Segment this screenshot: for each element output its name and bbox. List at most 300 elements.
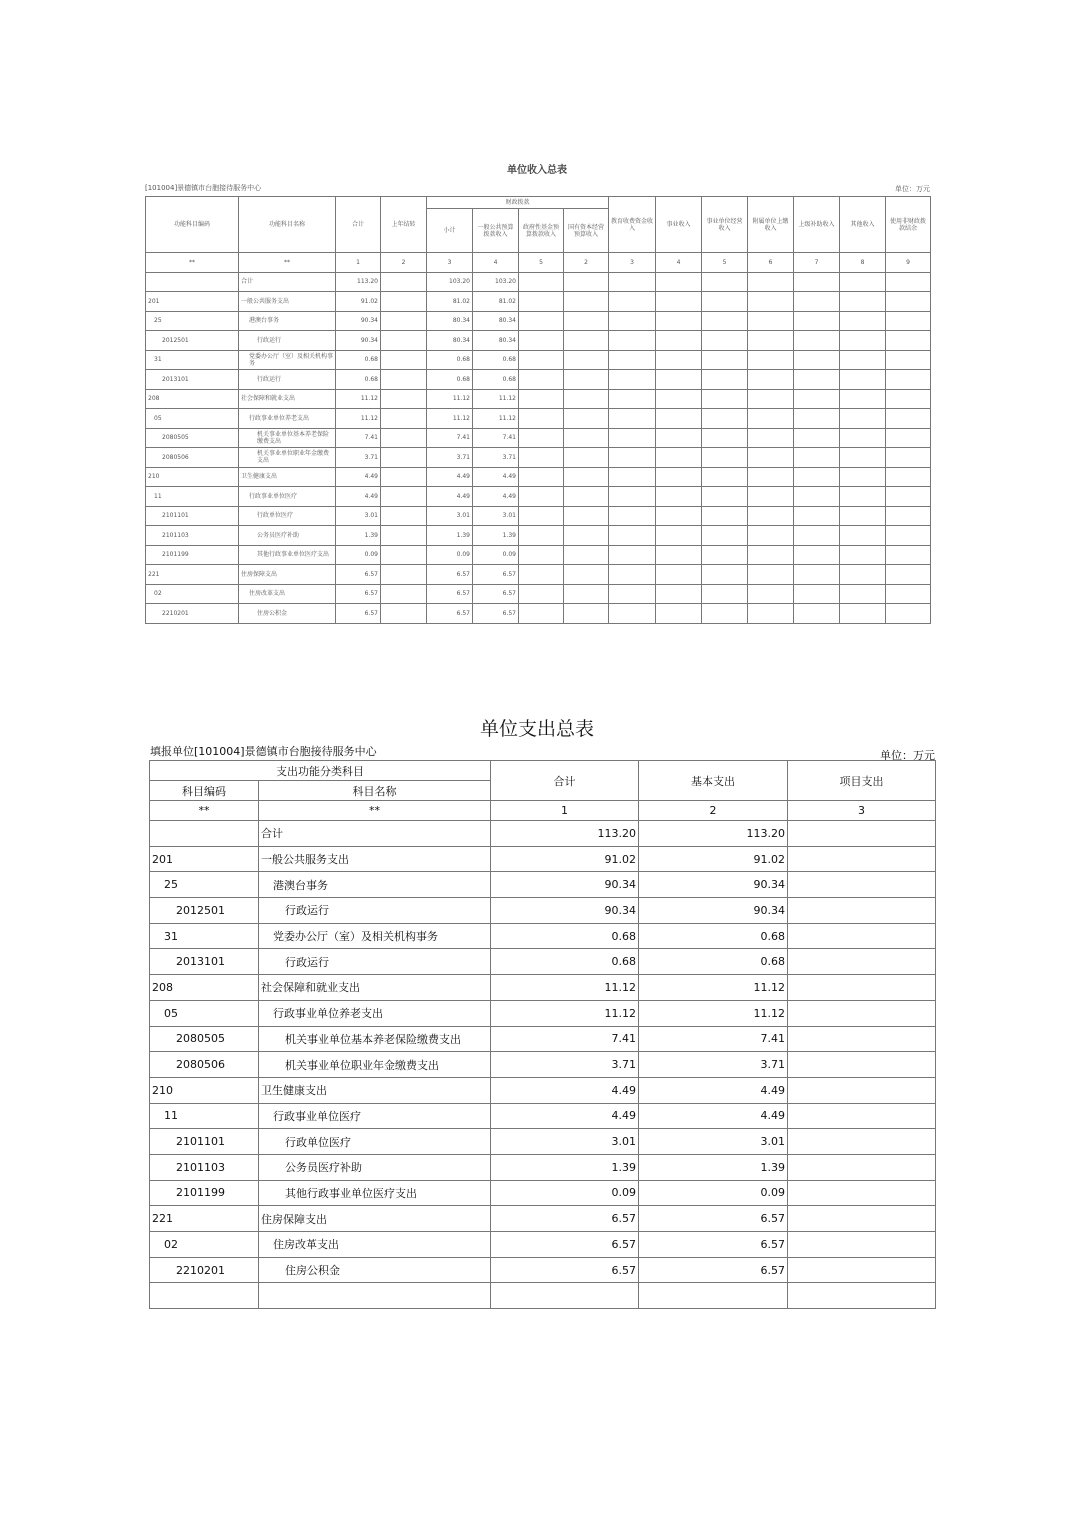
row-name: 社会保障和就业支出: [259, 975, 491, 1001]
row-value: 80.34: [473, 331, 519, 351]
row-value: 81.02: [473, 292, 519, 312]
index-row: [146, 253, 931, 273]
row-value: [656, 565, 702, 585]
row-value: [788, 949, 936, 975]
row-value: [381, 409, 427, 429]
row-value: [886, 370, 931, 390]
row-code: 25: [146, 311, 239, 331]
row-value: [381, 565, 427, 585]
index-row: [150, 801, 936, 821]
table-row: [150, 846, 936, 872]
index-cell: 2: [639, 801, 788, 821]
row-value: [788, 1052, 936, 1078]
row-value: [381, 506, 427, 526]
row-value: [609, 428, 656, 448]
row-value: [886, 545, 931, 565]
table-row: [146, 311, 931, 331]
row-value: [840, 350, 886, 370]
row-value: 3.01: [473, 506, 519, 526]
row-value: 6.57: [473, 604, 519, 624]
row-value: 0.09: [427, 545, 473, 565]
row-value: [702, 409, 748, 429]
row-value: [519, 604, 564, 624]
row-value: 6.57: [491, 1257, 639, 1283]
row-name: 其他行政事业单位医疗支出: [259, 1180, 491, 1206]
table-row: [150, 1206, 936, 1232]
row-value: [886, 604, 931, 624]
row-value: 7.41: [427, 428, 473, 448]
row-value: [564, 526, 609, 546]
row-value: 90.34: [336, 331, 381, 351]
header-total: 合计: [336, 197, 381, 253]
row-value: 3.71: [427, 448, 473, 468]
row-name: 行政运行: [239, 370, 336, 390]
row-value: [519, 584, 564, 604]
row-name: 一般公共服务支出: [259, 846, 491, 872]
row-value: [840, 565, 886, 585]
row-value: 4.49: [427, 487, 473, 507]
row-value: 0.68: [639, 923, 788, 949]
row-name: 其他行政事业单位医疗支出: [239, 545, 336, 565]
index-cell: 4: [656, 253, 702, 273]
row-value: [656, 350, 702, 370]
row-value: 11.12: [473, 389, 519, 409]
table-row: [150, 1000, 936, 1026]
row-value: [702, 350, 748, 370]
row-value: [519, 565, 564, 585]
row-code: 208: [150, 975, 259, 1001]
row-value: [794, 272, 840, 292]
row-value: 3.71: [336, 448, 381, 468]
row-value: 90.34: [639, 872, 788, 898]
row-code: 2210201: [150, 1257, 259, 1283]
row-code: 2012501: [146, 331, 239, 351]
table-row: [146, 292, 931, 312]
row-value: [702, 311, 748, 331]
row-value: [788, 1000, 936, 1026]
row-code: 11: [146, 487, 239, 507]
row-value: [381, 604, 427, 624]
row-value: [748, 409, 794, 429]
row-name: 一般公共服务支出: [239, 292, 336, 312]
row-value: [609, 526, 656, 546]
index-cell: 2: [564, 253, 609, 273]
row-value: [788, 1077, 936, 1103]
table-row: [146, 331, 931, 351]
row-value: [794, 389, 840, 409]
row-value: [702, 584, 748, 604]
header-code: 功能科目编码: [146, 197, 239, 253]
row-value: [794, 311, 840, 331]
table-row: [146, 545, 931, 565]
header-code: 科目编码: [150, 781, 259, 801]
header-other: 其他收入: [840, 197, 886, 253]
row-value: 0.68: [473, 370, 519, 390]
row-value: 4.49: [491, 1103, 639, 1129]
table-row: [146, 487, 931, 507]
row-name: 住房改革支出: [259, 1232, 491, 1258]
row-value: 0.68: [639, 949, 788, 975]
row-value: [794, 545, 840, 565]
row-code: 2101199: [150, 1180, 259, 1206]
row-value: 4.49: [491, 1077, 639, 1103]
row-value: [564, 487, 609, 507]
row-value: [788, 898, 936, 924]
row-value: 4.49: [639, 1077, 788, 1103]
row-name: 合计: [239, 272, 336, 292]
row-value: 6.57: [473, 584, 519, 604]
row-value: [886, 448, 931, 468]
row-value: 0.09: [491, 1180, 639, 1206]
row-value: [564, 584, 609, 604]
row-value: 90.34: [639, 898, 788, 924]
row-code: 2101101: [146, 506, 239, 526]
row-value: 6.57: [639, 1232, 788, 1258]
row-value: [702, 545, 748, 565]
row-value: [748, 350, 794, 370]
row-value: [702, 604, 748, 624]
row-value: [886, 389, 931, 409]
row-value: [794, 350, 840, 370]
table-row: [150, 1180, 936, 1206]
row-value: [519, 448, 564, 468]
row-value: [656, 526, 702, 546]
row-name: 港澳台事务: [259, 872, 491, 898]
row-value: [840, 311, 886, 331]
row-value: 81.02: [427, 292, 473, 312]
row-value: [840, 272, 886, 292]
row-value: [564, 565, 609, 585]
row-name: 住房保障支出: [239, 565, 336, 585]
header-nonfiscal: 使用非财政拨款结余: [886, 197, 931, 253]
row-value: [519, 292, 564, 312]
row-value: 91.02: [491, 846, 639, 872]
row-value: 113.20: [639, 821, 788, 847]
row-code: [150, 821, 259, 847]
row-value: [609, 604, 656, 624]
row-value: 0.68: [491, 923, 639, 949]
row-value: [656, 292, 702, 312]
row-value: 3.71: [473, 448, 519, 468]
row-value: [656, 331, 702, 351]
row-value: [519, 526, 564, 546]
row-value: [656, 487, 702, 507]
row-value: [519, 389, 564, 409]
table-row: [150, 1129, 936, 1155]
row-value: [381, 311, 427, 331]
row-value: [788, 821, 936, 847]
table-row: [146, 604, 931, 624]
row-value: 7.41: [639, 1026, 788, 1052]
header-project: 项目支出: [788, 761, 936, 801]
row-value: 3.01: [427, 506, 473, 526]
row-value: [702, 389, 748, 409]
row-value: [886, 409, 931, 429]
row-value: 11.12: [473, 409, 519, 429]
row-name: 行政事业单位医疗: [239, 487, 336, 507]
row-value: [788, 1026, 936, 1052]
row-value: [519, 428, 564, 448]
row-value: [609, 350, 656, 370]
row-code: 210: [150, 1077, 259, 1103]
header-group: 支出功能分类科目: [150, 761, 491, 781]
row-value: 0.09: [639, 1180, 788, 1206]
row-value: [748, 331, 794, 351]
row-value: [702, 487, 748, 507]
row-value: [886, 350, 931, 370]
row-value: [840, 584, 886, 604]
index-cell: 1: [491, 801, 639, 821]
row-value: [794, 487, 840, 507]
row-value: [794, 506, 840, 526]
row-code: 25: [150, 872, 259, 898]
row-code: 05: [146, 409, 239, 429]
row-value: [491, 1283, 639, 1309]
row-value: [381, 467, 427, 487]
header-name: 科目名称: [259, 781, 491, 801]
table-row: [150, 872, 936, 898]
table-row: [150, 1283, 936, 1309]
header-subtotal: 小计: [427, 209, 473, 253]
row-value: [656, 389, 702, 409]
table-row: [150, 975, 936, 1001]
row-value: [702, 331, 748, 351]
row-value: [609, 467, 656, 487]
row-name: 行政单位医疗: [239, 506, 336, 526]
row-name: 住房改革支出: [239, 584, 336, 604]
row-value: [748, 428, 794, 448]
table-row: [146, 409, 931, 429]
row-value: [519, 350, 564, 370]
row-value: [840, 292, 886, 312]
row-value: [381, 448, 427, 468]
row-value: 0.68: [336, 350, 381, 370]
row-value: [381, 350, 427, 370]
row-value: [564, 604, 609, 624]
row-value: [748, 604, 794, 624]
row-value: 4.49: [427, 467, 473, 487]
table-row: [146, 428, 931, 448]
row-code: 31: [146, 350, 239, 370]
row-value: [564, 448, 609, 468]
row-value: 6.57: [427, 584, 473, 604]
table-row: [146, 448, 931, 468]
row-value: 6.57: [491, 1232, 639, 1258]
income-title: 单位收入总表: [507, 165, 567, 176]
table-row: [150, 898, 936, 924]
row-name: 卫生健康支出: [259, 1077, 491, 1103]
row-value: [564, 428, 609, 448]
row-value: [519, 487, 564, 507]
row-value: [794, 526, 840, 546]
row-value: [564, 467, 609, 487]
row-value: [788, 923, 936, 949]
row-value: [609, 331, 656, 351]
row-value: [748, 292, 794, 312]
row-value: 11.12: [427, 409, 473, 429]
row-value: 6.57: [491, 1206, 639, 1232]
row-value: [748, 467, 794, 487]
row-value: [886, 487, 931, 507]
row-value: [788, 872, 936, 898]
table-row: [150, 949, 936, 975]
row-value: [748, 545, 794, 565]
row-code: 201: [146, 292, 239, 312]
row-value: [840, 389, 886, 409]
row-value: [656, 584, 702, 604]
row-value: [381, 389, 427, 409]
table-row: [146, 467, 931, 487]
row-value: [748, 389, 794, 409]
row-value: [656, 545, 702, 565]
row-value: [381, 545, 427, 565]
row-value: [702, 448, 748, 468]
row-value: [840, 331, 886, 351]
index-cell: **: [239, 253, 336, 273]
row-code: 02: [150, 1232, 259, 1258]
row-name: 行政运行: [259, 898, 491, 924]
row-value: 11.12: [491, 1000, 639, 1026]
table-row: [146, 272, 931, 292]
header-total: 合计: [491, 761, 639, 801]
index-cell: 3: [609, 253, 656, 273]
index-cell: 9: [886, 253, 931, 273]
row-value: [656, 467, 702, 487]
index-cell: 1: [336, 253, 381, 273]
row-value: [702, 467, 748, 487]
header-basic: 基本支出: [639, 761, 788, 801]
row-value: [748, 311, 794, 331]
row-value: 6.57: [336, 565, 381, 585]
row-value: [794, 565, 840, 585]
row-value: 6.57: [473, 565, 519, 585]
row-value: 91.02: [639, 846, 788, 872]
row-value: [794, 428, 840, 448]
table-row: [146, 350, 931, 370]
row-name: 住房保障支出: [259, 1206, 491, 1232]
index-cell: 5: [519, 253, 564, 273]
row-value: 1.39: [336, 526, 381, 546]
row-value: [381, 292, 427, 312]
row-value: [788, 1154, 936, 1180]
expense-table: [149, 760, 936, 1309]
row-name: 公务员医疗补助: [259, 1154, 491, 1180]
row-value: 11.12: [336, 389, 381, 409]
row-value: [639, 1283, 788, 1309]
row-value: 11.12: [336, 409, 381, 429]
row-value: [609, 311, 656, 331]
row-value: [840, 409, 886, 429]
row-value: [609, 272, 656, 292]
row-value: [609, 292, 656, 312]
row-value: 3.01: [639, 1129, 788, 1155]
row-value: 7.41: [491, 1026, 639, 1052]
row-value: [748, 272, 794, 292]
row-code: 02: [146, 584, 239, 604]
header-affiliated: 附属单位上缴收入: [748, 197, 794, 253]
row-code: 11: [150, 1103, 259, 1129]
row-value: [794, 409, 840, 429]
table-row: [146, 565, 931, 585]
row-name: 社会保障和就业支出: [239, 389, 336, 409]
row-value: [748, 584, 794, 604]
row-value: [840, 487, 886, 507]
row-value: 0.68: [336, 370, 381, 390]
header-name: 功能科目名称: [239, 197, 336, 253]
row-name: 合计: [259, 821, 491, 847]
row-value: [564, 389, 609, 409]
header-general: 一般公共预算拨款收入: [473, 209, 519, 253]
row-value: [656, 448, 702, 468]
row-value: 0.09: [336, 545, 381, 565]
row-name: 行政运行: [259, 949, 491, 975]
row-name: 港澳台事务: [239, 311, 336, 331]
row-value: 4.49: [473, 467, 519, 487]
row-value: [886, 331, 931, 351]
row-value: 80.34: [427, 311, 473, 331]
table-row: [150, 1257, 936, 1283]
row-value: [609, 584, 656, 604]
row-value: [886, 565, 931, 585]
row-value: [702, 428, 748, 448]
row-code: 221: [146, 565, 239, 585]
row-value: [702, 272, 748, 292]
row-value: [519, 409, 564, 429]
row-value: 11.12: [639, 975, 788, 1001]
row-value: [609, 389, 656, 409]
row-value: 103.20: [427, 272, 473, 292]
row-value: 91.02: [336, 292, 381, 312]
expense-unit-label: 单位：万元: [880, 749, 935, 762]
index-cell: 2: [381, 253, 427, 273]
row-value: [794, 370, 840, 390]
row-value: 6.57: [639, 1257, 788, 1283]
row-value: [886, 506, 931, 526]
row-value: [788, 846, 936, 872]
row-code: 2210201: [146, 604, 239, 624]
index-cell: **: [150, 801, 259, 821]
row-code: 31: [150, 923, 259, 949]
index-cell: **: [259, 801, 491, 821]
row-value: [564, 506, 609, 526]
row-value: [794, 292, 840, 312]
row-name: 住房公积金: [259, 1257, 491, 1283]
row-value: [656, 272, 702, 292]
row-value: [788, 1180, 936, 1206]
row-value: 3.01: [336, 506, 381, 526]
index-cell: 6: [748, 253, 794, 273]
row-value: 80.34: [427, 331, 473, 351]
row-value: [886, 428, 931, 448]
index-cell: 3: [427, 253, 473, 273]
row-value: [381, 428, 427, 448]
row-name: 行政运行: [239, 331, 336, 351]
header-carry: 上年结转: [381, 197, 427, 253]
row-value: 11.12: [427, 389, 473, 409]
row-value: 4.49: [639, 1103, 788, 1129]
row-code: 2013101: [146, 370, 239, 390]
row-value: [886, 584, 931, 604]
row-code: [150, 1283, 259, 1309]
expense-title: 单位支出总表: [479, 718, 594, 740]
row-value: 1.39: [473, 526, 519, 546]
row-value: 11.12: [639, 1000, 788, 1026]
table-row: [146, 526, 931, 546]
row-value: [381, 584, 427, 604]
row-value: [702, 506, 748, 526]
income-table: [145, 196, 931, 624]
row-value: [519, 467, 564, 487]
